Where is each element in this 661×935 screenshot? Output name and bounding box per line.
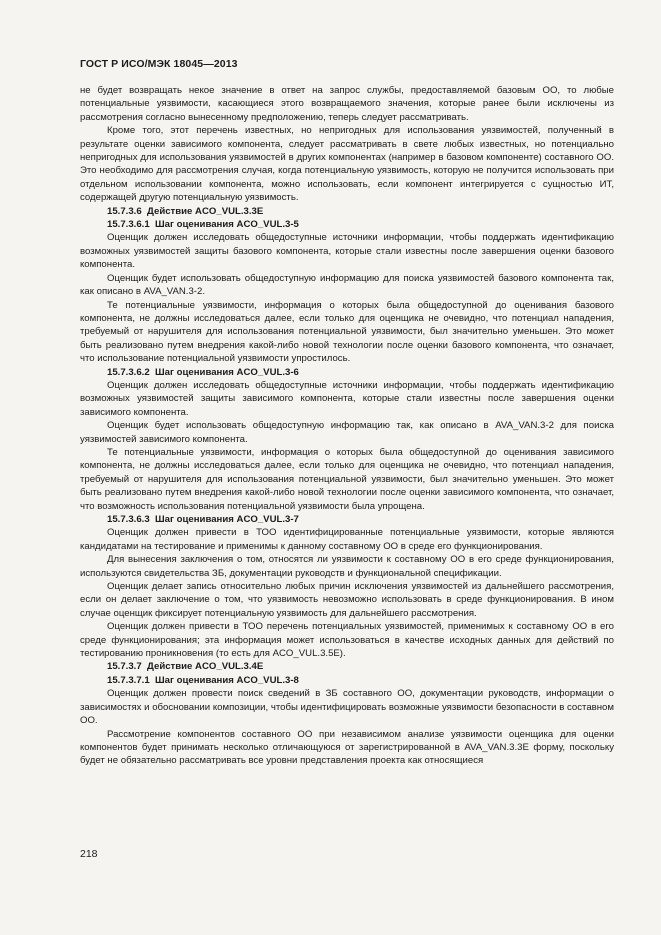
section-title: Шаг оценивания ACO_VUL.3-8 [155, 674, 299, 686]
section-heading [80, 218, 614, 231]
paragraph: Оценщик должен привести в ТОО идентифицированные потенциальные уязвимости, которые являются кандидатами на тестирование и применимы к данному составному ОО в среде его функционирования. [80, 527, 614, 552]
paragraph: Оценщик должен исследовать общедоступные источники информации, чтобы поддержать идентификацию возможных уязвимостей защиты зависимого компонента, которые стали известны после завершения оценки зависимого компонента. [80, 379, 614, 418]
section-title: Шаг оценивания ACO_VUL.3-5 [155, 219, 299, 231]
section-title: Действие ACO_VUL.3.4E [147, 661, 264, 673]
paragraph-continued: не будет возвращать некое значение в ответ на запрос службы, предоставляемой базовым ОО, то любые потенциальные уязвимости, касающиеся этого возвращаемого значения, которые ранее были исключены из рассмотрения согласно вынесенному предположению, теперь следует рассматривать. [80, 85, 614, 123]
section-title: Действие ACO_VUL.3.3E [147, 205, 264, 217]
section-heading [80, 674, 614, 687]
paragraph: Те потенциальные уязвимости, информация о которых была общедоступной до оценивания базового компонента, не должны исследоваться далее, если только для оценщика не очевидно, что потенциал нападения, требуемый от нарушителя для использования потенциальной уязвимости, был значительно уменьшен. Это может быть реализовано путем внедрения какой-либо новой технологии после оценки базового компонента, что означает, что использование потенциальной уязвимости упростилось. [80, 299, 614, 365]
section-heading [80, 513, 614, 526]
paragraph: Для вынесения заключения о том, относятся ли уязвимости к составному ОО в его среде функционирования, используются свидетельства ЗБ, документации руководств и функциональной спецификации. [80, 554, 614, 579]
section-number: 15.7.3.6.1 [107, 219, 150, 231]
paragraph: Оценщик должен провести поиск сведений в ЗБ составного ОО, документации руководств, информации о зависимостях и обосновании композиции, чтобы идентифицировать возможные уязвимости безопасности в составном ОО. [80, 688, 614, 727]
paragraph: Те потенциальные уязвимости, информация о которых была общедоступной до оценивания зависимого компонента, не должны исследоваться далее, если только для оценщика не очевидно, что потенциал нападения, требуемый от нарушителя для использования потенциальной уязвимости, был значительно уменьшен. Это может быть реализовано путем внедрения какой-либо новой технологии после оценки зависимого компонента, что означает, что возможность использования потенциальной уязвимости была упрощена. [80, 446, 614, 512]
section-heading [80, 205, 614, 218]
paragraph: Оценщик делает запись относительно любых причин исключения уязвимостей из дальнейшего рассмотрения, если он делает заключение о том, что уязвимость невозможно использовать в среде функционирования. В ином случае оценщик фиксирует потенциальную уязвимость для дальнейшего рассмотрения. [80, 581, 614, 619]
document-header: ГОСТ Р ИСО/МЭК 18045—2013 [80, 58, 238, 70]
paragraph: Оценщик должен привести в ТОО перечень потенциальных уязвимостей, применимых к составному ОО в его среде функционирования; эта информация может использоваться в качестве исходных данных для действий по тестированию проникновения (то есть для ACO_VUL.3.5E). [80, 621, 614, 660]
section-title: Шаг оценивания ACO_VUL.3-7 [155, 514, 299, 525]
section-number: 15.7.3.7.1 [107, 674, 150, 686]
paragraph: Кроме того, этот перечень известных, но непригодных для использования уязвимостей, полученный в результате оценки зависимого компонента, следует рассматривать в свете любых известных, но потенциально непригодных для использования уязвимостей в других компонентах (например в базовом компоненте) составного ОО. Это необходимо для рассмотрения случая, когда потенциальную уязвимость, которую не получится использовать при отдельном использовании компонента, можно использовать, если компонент интегрируется с сущностью ИТ, содержащей другую потенциальную уязвимость. [80, 125, 614, 204]
paragraph: Оценщик должен исследовать общедоступные источники информации, чтобы поддержать идентификацию возможных уязвимостей защиты базового компонента, которые стали известны после завершения оценки базового компонента. [80, 232, 614, 271]
section-title: Шаг оценивания ACO_VUL.3-6 [155, 366, 299, 378]
section-number: 15.7.3.7 [107, 661, 142, 673]
page-number: 218 [80, 848, 98, 860]
section-number: 15.7.3.6.3 [107, 514, 150, 525]
section-heading [80, 366, 614, 379]
section-number: 15.7.3.6.2 [107, 366, 150, 378]
section-number: 15.7.3.6 [107, 205, 142, 217]
section-heading [80, 660, 614, 673]
paragraph: Рассмотрение компонентов составного ОО при независимом анализе уязвимости оценщика для оценки компонентов будет принимать несколько отличающуюся от зарегистрированной в AVA_VAN.3.3E форму, поскольку будет не обязательно рассматривать все уровни представления проекта как относящиеся [80, 728, 614, 767]
document-body [80, 84, 614, 768]
paragraph: Оценщик будет использовать общедоступную информацию так, как описано в AVA_VAN.3-2 для поиска уязвимостей зависимого компонента. [80, 420, 614, 445]
paragraph: Оценщик будет использовать общедоступную информацию для поиска уязвимостей базового компонента так, как описано в AVA_VAN.3-2. [80, 272, 614, 298]
